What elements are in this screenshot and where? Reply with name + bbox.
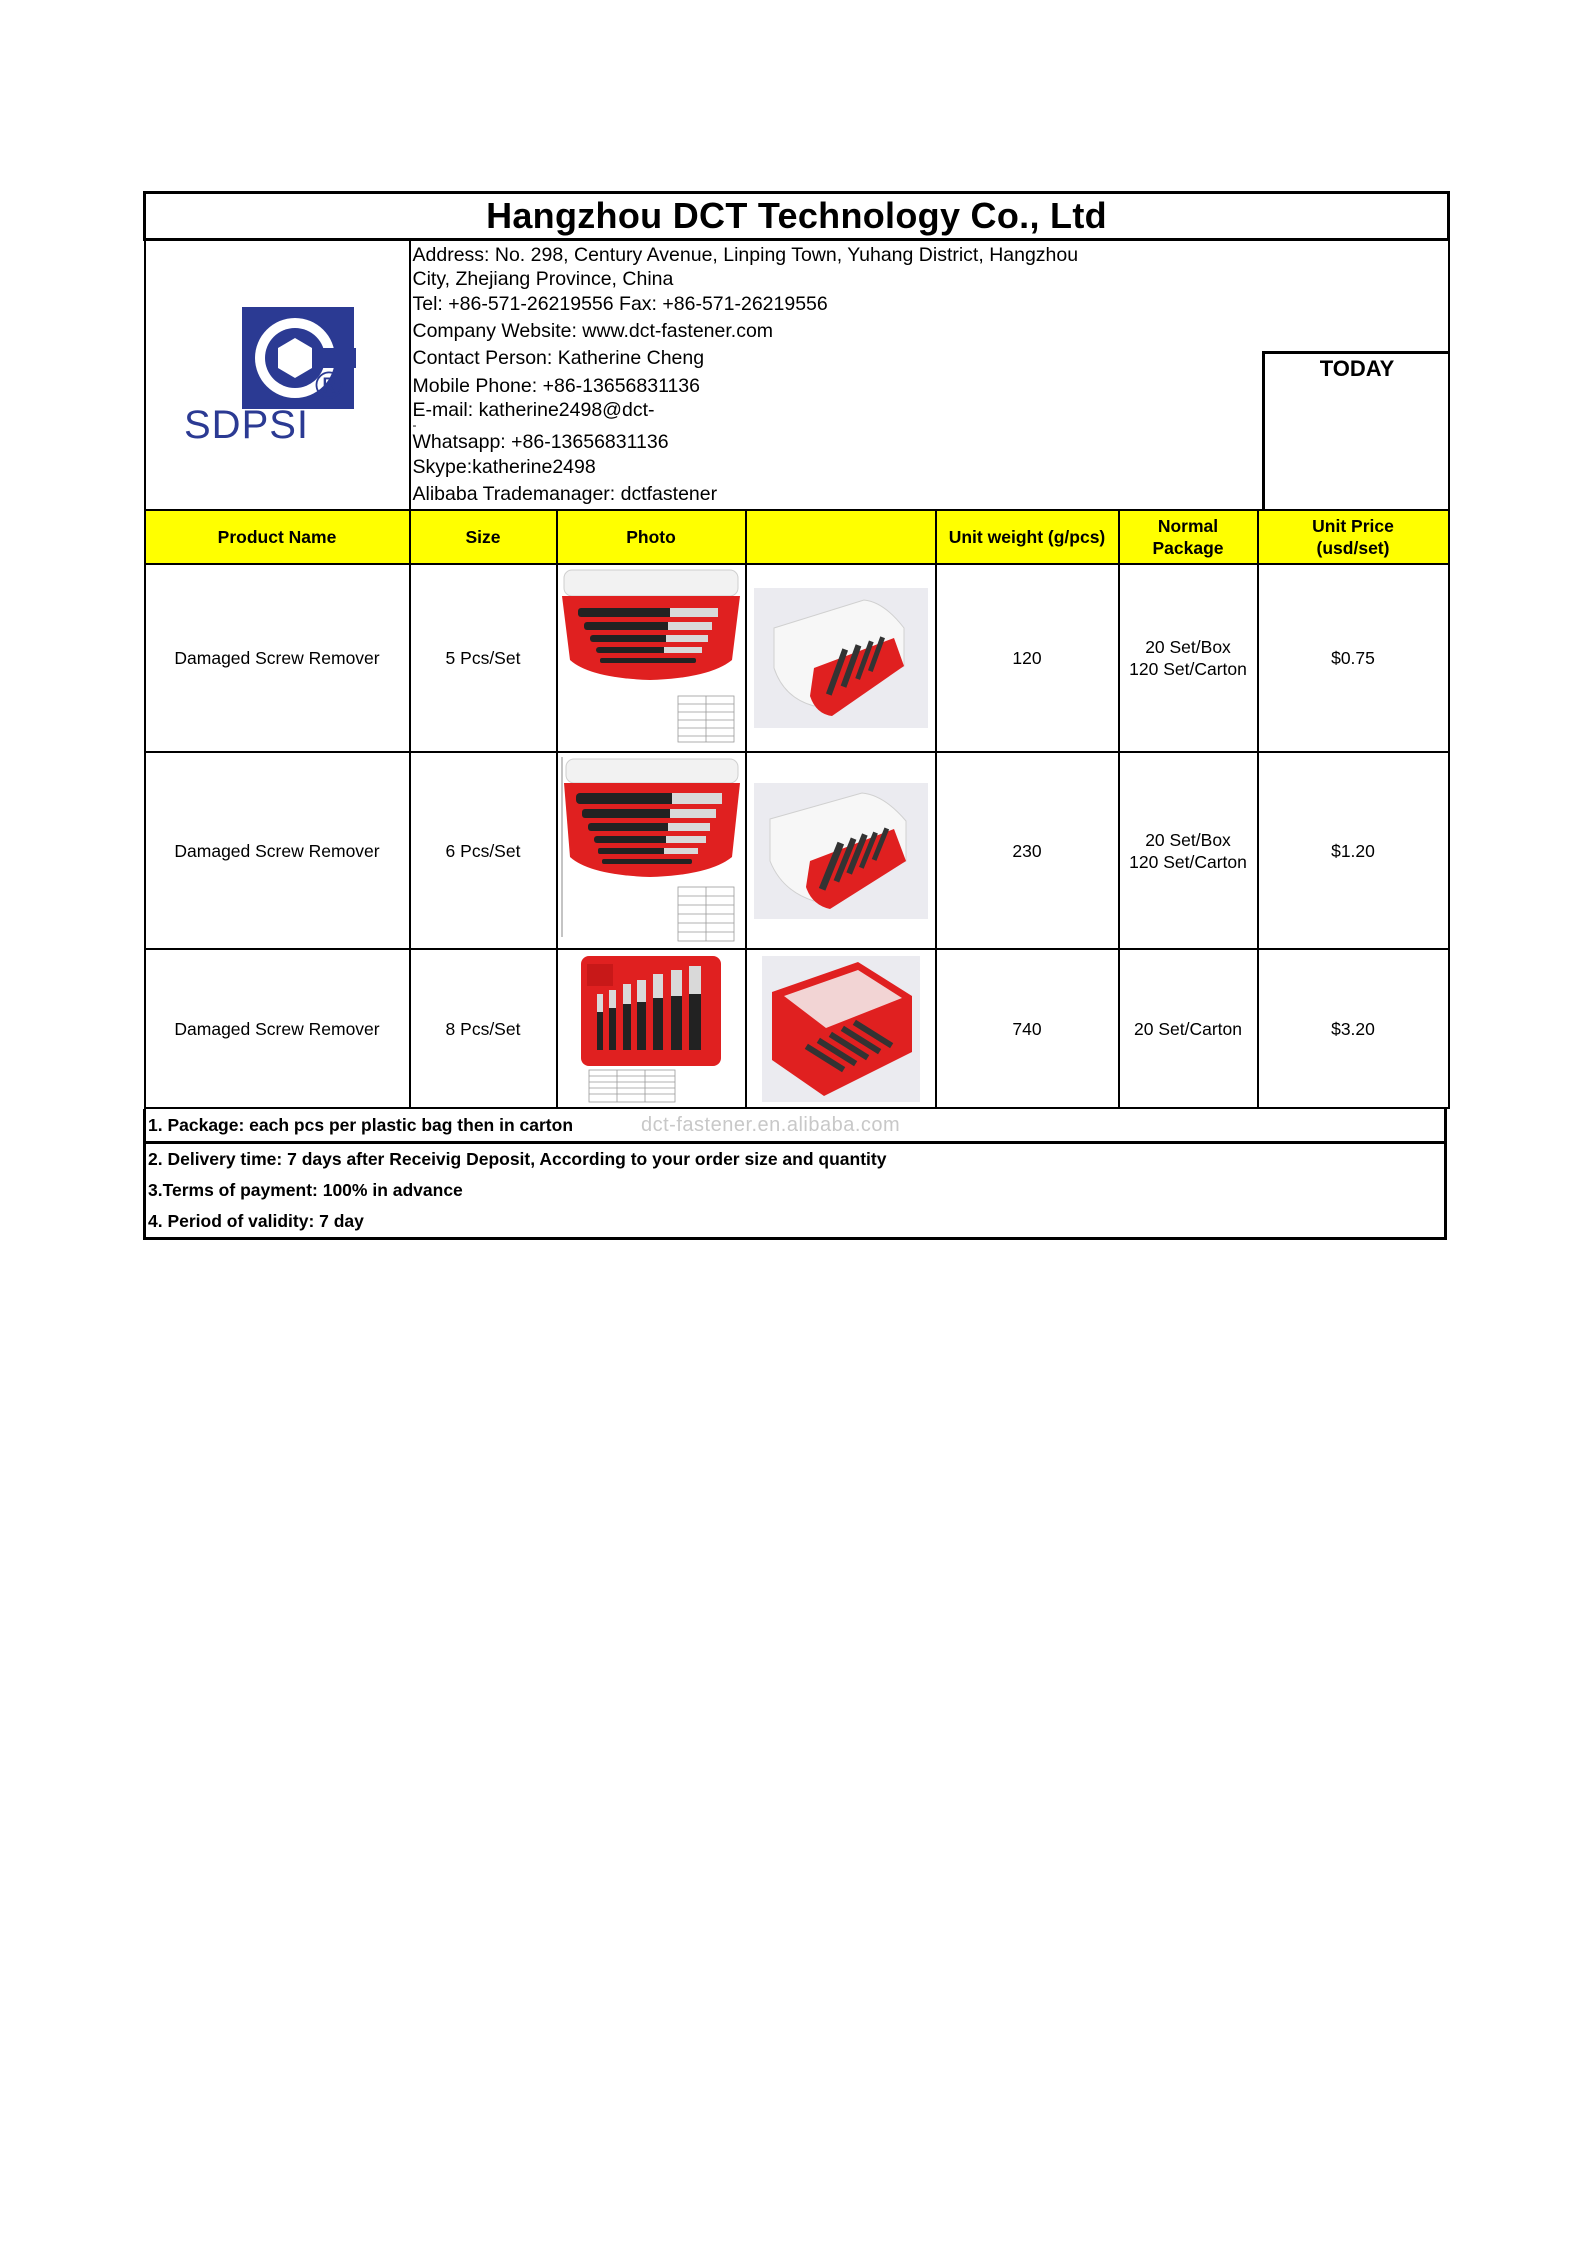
- header-unit-price: [1258, 510, 1449, 564]
- unit-price: $0.75: [1258, 564, 1449, 752]
- note-package: [146, 1109, 1444, 1144]
- package-line1: 20 Set/Carton: [1134, 1018, 1242, 1039]
- table-row: [145, 752, 1449, 949]
- product-image-6pcs: [560, 757, 742, 945]
- watermark: dct-fastener.en.alibaba.com: [641, 1114, 901, 1136]
- registered-mark: ®: [315, 365, 343, 407]
- normal-package: [1119, 949, 1258, 1108]
- alibaba: Alibaba Trademanager: dctfastener: [412, 483, 718, 506]
- package-line1: 20 Set/Box: [1145, 637, 1231, 657]
- product-photo-2: [746, 752, 936, 949]
- contact-person: Contact Person: Katherine Cheng: [412, 347, 705, 370]
- product-image-8pcs-alt: [762, 956, 920, 1102]
- address: Address: No. 298, Century Avenue, Linping Town, Yuhang District, Hangzhou City, Zhejiang Province, China: [412, 244, 1079, 290]
- header-photo: Photo: [557, 510, 746, 564]
- table-row: [145, 949, 1449, 1108]
- unit-weight: 120: [936, 564, 1119, 752]
- whatsapp: Whatsapp: +86-13656831136: [412, 430, 669, 453]
- notes-section: [143, 1109, 1447, 1240]
- product-size: 5 Pcs/Set: [410, 564, 557, 752]
- product-photo: [557, 949, 746, 1108]
- header-unit-price-line2: (usd/set): [1316, 538, 1390, 558]
- skype: Skype:katherine2498: [412, 455, 596, 478]
- header-unit-weight: Unit weight (g/pcs): [936, 510, 1119, 564]
- quotation-table: [143, 191, 1450, 1109]
- note-payment: 3.Terms of payment: 100% in advance: [148, 1180, 463, 1200]
- normal-package: [1119, 564, 1258, 752]
- header-size: Size: [410, 510, 557, 564]
- header-photo-2: [746, 510, 936, 564]
- today-label: TODAY: [1319, 356, 1395, 381]
- unit-weight: 230: [936, 752, 1119, 949]
- note-delivery: 2. Delivery time: 7 days after Receivig Deposit, According to your order size and quantity: [148, 1149, 887, 1169]
- product-name: Damaged Screw Remover: [145, 564, 410, 752]
- logo-wordmark: SDPSI: [184, 403, 310, 447]
- company-logo: [184, 305, 362, 447]
- quotation-sheet: [143, 191, 1447, 1240]
- note-package-text: 1. Package: each pcs per plastic bag then in carton: [148, 1115, 574, 1135]
- product-image-6pcs-alt: [754, 783, 928, 919]
- table-row: [145, 564, 1449, 752]
- product-image-5pcs-alt: [754, 588, 928, 728]
- product-photo: [557, 752, 746, 949]
- mobile-phone: Mobile Phone: +86-13656831136: [412, 374, 701, 397]
- header-normal-package-line2: Package: [1152, 538, 1224, 558]
- package-line2: 120 Set/Carton: [1129, 659, 1247, 679]
- header-normal-package-line1: Normal: [1157, 516, 1219, 536]
- product-photo: [557, 564, 746, 752]
- unit-weight: 740: [936, 949, 1119, 1108]
- product-name: Damaged Screw Remover: [145, 752, 410, 949]
- unit-price: $1.20: [1258, 752, 1449, 949]
- product-photo-2: [746, 564, 936, 752]
- tel-fax: Tel: +86-571-26219556 Fax: +86-571-26219556: [412, 293, 828, 315]
- logo-cell: [145, 240, 410, 511]
- package-line1: 20 Set/Box: [1145, 829, 1231, 850]
- email: E-mail: katherine2498@dct-: [412, 398, 655, 421]
- product-name: Damaged Screw Remover: [145, 949, 410, 1108]
- product-size: 8 Pcs/Set: [410, 949, 557, 1108]
- note-validity: 4. Period of validity: 7 day: [148, 1211, 364, 1231]
- product-size: 6 Pcs/Set: [410, 752, 557, 949]
- contact-info: [410, 240, 1258, 511]
- unit-price: $3.20: [1258, 949, 1449, 1108]
- header-unit-price-line1: Unit Price: [1312, 516, 1394, 536]
- table-header-row: [145, 510, 1449, 564]
- product-image-5pcs: [560, 568, 742, 748]
- company-title: Hangzhou DCT Technology Co., Ltd: [145, 193, 1449, 240]
- email-continued: -: [412, 417, 417, 432]
- today-box: [1262, 351, 1450, 511]
- product-image-8pcs: [577, 954, 725, 1104]
- header-normal-package: [1119, 510, 1258, 564]
- product-photo-2: [746, 949, 936, 1108]
- website: Company Website: www.dct-fastener.com: [412, 320, 774, 343]
- package-line2: 120 Set/Carton: [1129, 851, 1247, 872]
- today-cell: [1258, 240, 1449, 511]
- header-product-name: Product Name: [145, 510, 410, 564]
- normal-package: [1119, 752, 1258, 949]
